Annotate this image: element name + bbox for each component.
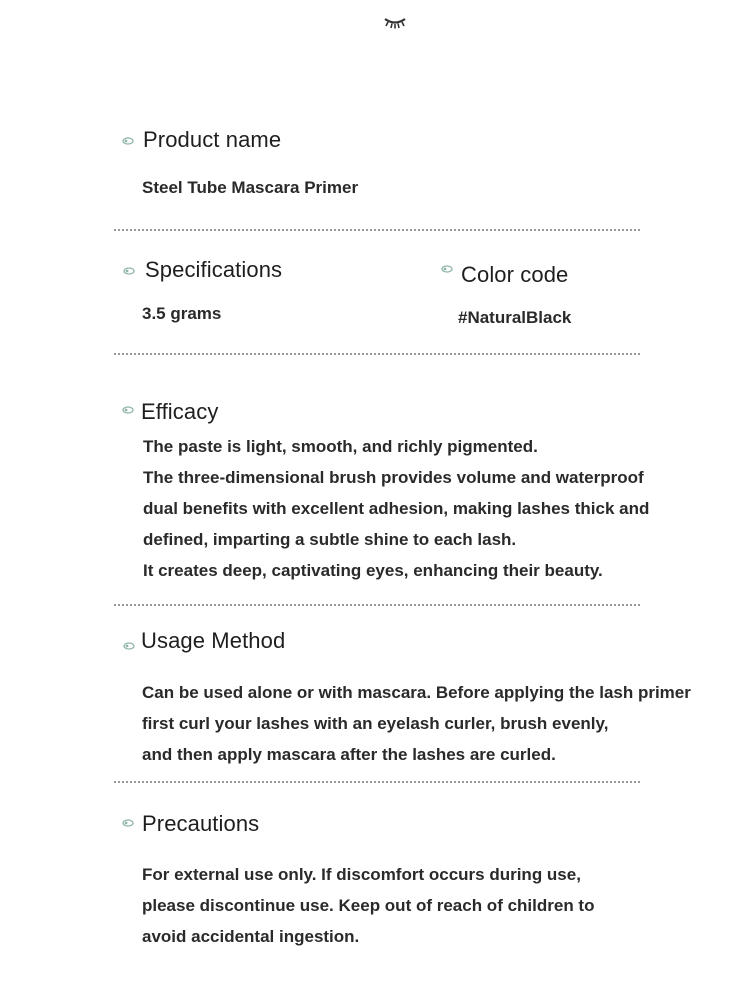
efficacy-line: It creates deep, captivating eyes, enhancing their beauty. — [143, 561, 603, 580]
divider — [114, 781, 640, 783]
precautions-line: please discontinue use. Keep out of reach of children to — [142, 896, 595, 915]
color-code-value: #NaturalBlack — [458, 308, 572, 327]
usage-line: Can be used alone or with mascara. Before applying the lash primer — [142, 683, 691, 702]
eyelash-logo-icon — [382, 14, 408, 30]
leaf-bullet-icon — [123, 642, 135, 650]
product-name-value: Steel Tube Mascara Primer — [142, 178, 359, 197]
leaf-bullet-icon — [122, 406, 134, 414]
usage-line: and then apply mascara after the lashes are curled. — [142, 745, 556, 764]
precautions-heading: Precautions — [142, 811, 260, 836]
efficacy-line: The paste is light, smooth, and richly pigmented. — [143, 437, 538, 456]
color-code-heading: Color code — [461, 262, 569, 287]
precautions-text — [142, 859, 594, 952]
usage-line: first curl your lashes with an eyelash curler, brush evenly, — [142, 714, 609, 733]
usage-method-text — [142, 677, 691, 770]
leaf-bullet-icon — [122, 819, 134, 827]
efficacy-line: dual benefits with excellent adhesion, making lashes thick and — [143, 499, 650, 518]
efficacy-heading: Efficacy — [141, 399, 219, 424]
divider — [114, 604, 640, 606]
efficacy-text — [143, 431, 649, 586]
product-name-heading: Product name — [143, 127, 282, 152]
specifications-heading: Specifications — [145, 257, 283, 282]
efficacy-line: defined, imparting a subtle shine to each lash. — [143, 530, 517, 549]
specifications-value: 3.5 grams — [142, 304, 222, 323]
precautions-line: For external use only. If discomfort occurs during use, — [142, 865, 581, 884]
precautions-line: avoid accidental ingestion. — [142, 927, 360, 946]
leaf-bullet-icon — [122, 137, 134, 145]
leaf-bullet-icon — [123, 267, 135, 275]
usage-method-heading: Usage Method — [141, 628, 286, 653]
leaf-bullet-icon — [441, 265, 453, 273]
efficacy-line: The three-dimensional brush provides volume and waterproof — [143, 468, 644, 487]
divider — [114, 353, 640, 355]
divider — [114, 229, 640, 231]
